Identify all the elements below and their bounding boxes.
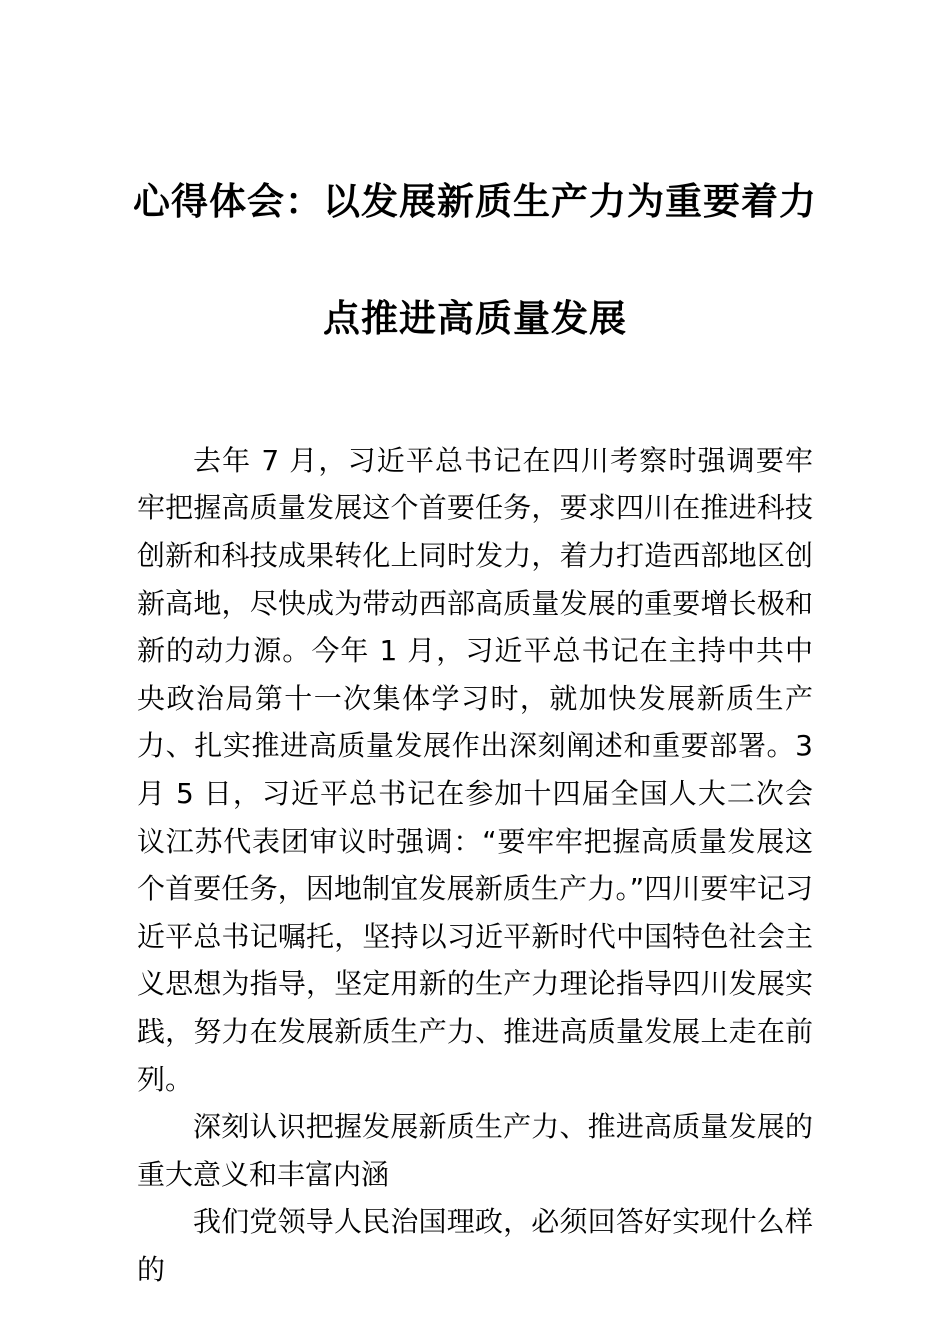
- paragraph-intro: 去年 7 月，习近平总书记在四川考察时强调要牢牢把握高质量发展这个首要任务，要求四川在推进科技创新和科技成果转化上同时发力，着力打造西部地区创新高地，尽快成为带动西部高质量发展的重要增长极和新的动力源。今年 1 月，习近平总书记在主持中共中央政治局第十一次集体学习时，就加快发展新质生产力、扎实推进高质量发展作出深刻阐述和重要部署。3 月 5 日，习近平总书记在参加十四届全国人大二次会议江苏代表团审议时强调：“要牢牢把握高质量发展这个首要任务，因地制宜发展新质生产力。”四川要牢记习近平总书记嘱托，坚持以习近平新时代中国特色社会主义思想为指导，坚定用新的生产力理论指导四川发展实践，努力在发展新质生产力、推进高质量发展上走在前列。: [137, 443, 813, 1096]
- paragraph-partial-last: 我们党领导人民治国理政，必须回答好实现什么样的: [137, 1205, 813, 1286]
- document-title-line-2: 点推进高质量发展: [323, 296, 627, 340]
- document-title: [0, 25, 950, 377]
- document-body: [137, 437, 813, 1294]
- document-title-line-1: 心得体会：以发展新质生产力为重要着力: [133, 179, 817, 223]
- paragraph-section-heading: 深刻认识把握发展新质生产力、推进高质量发展的重大意义和丰富内涵: [137, 1110, 813, 1191]
